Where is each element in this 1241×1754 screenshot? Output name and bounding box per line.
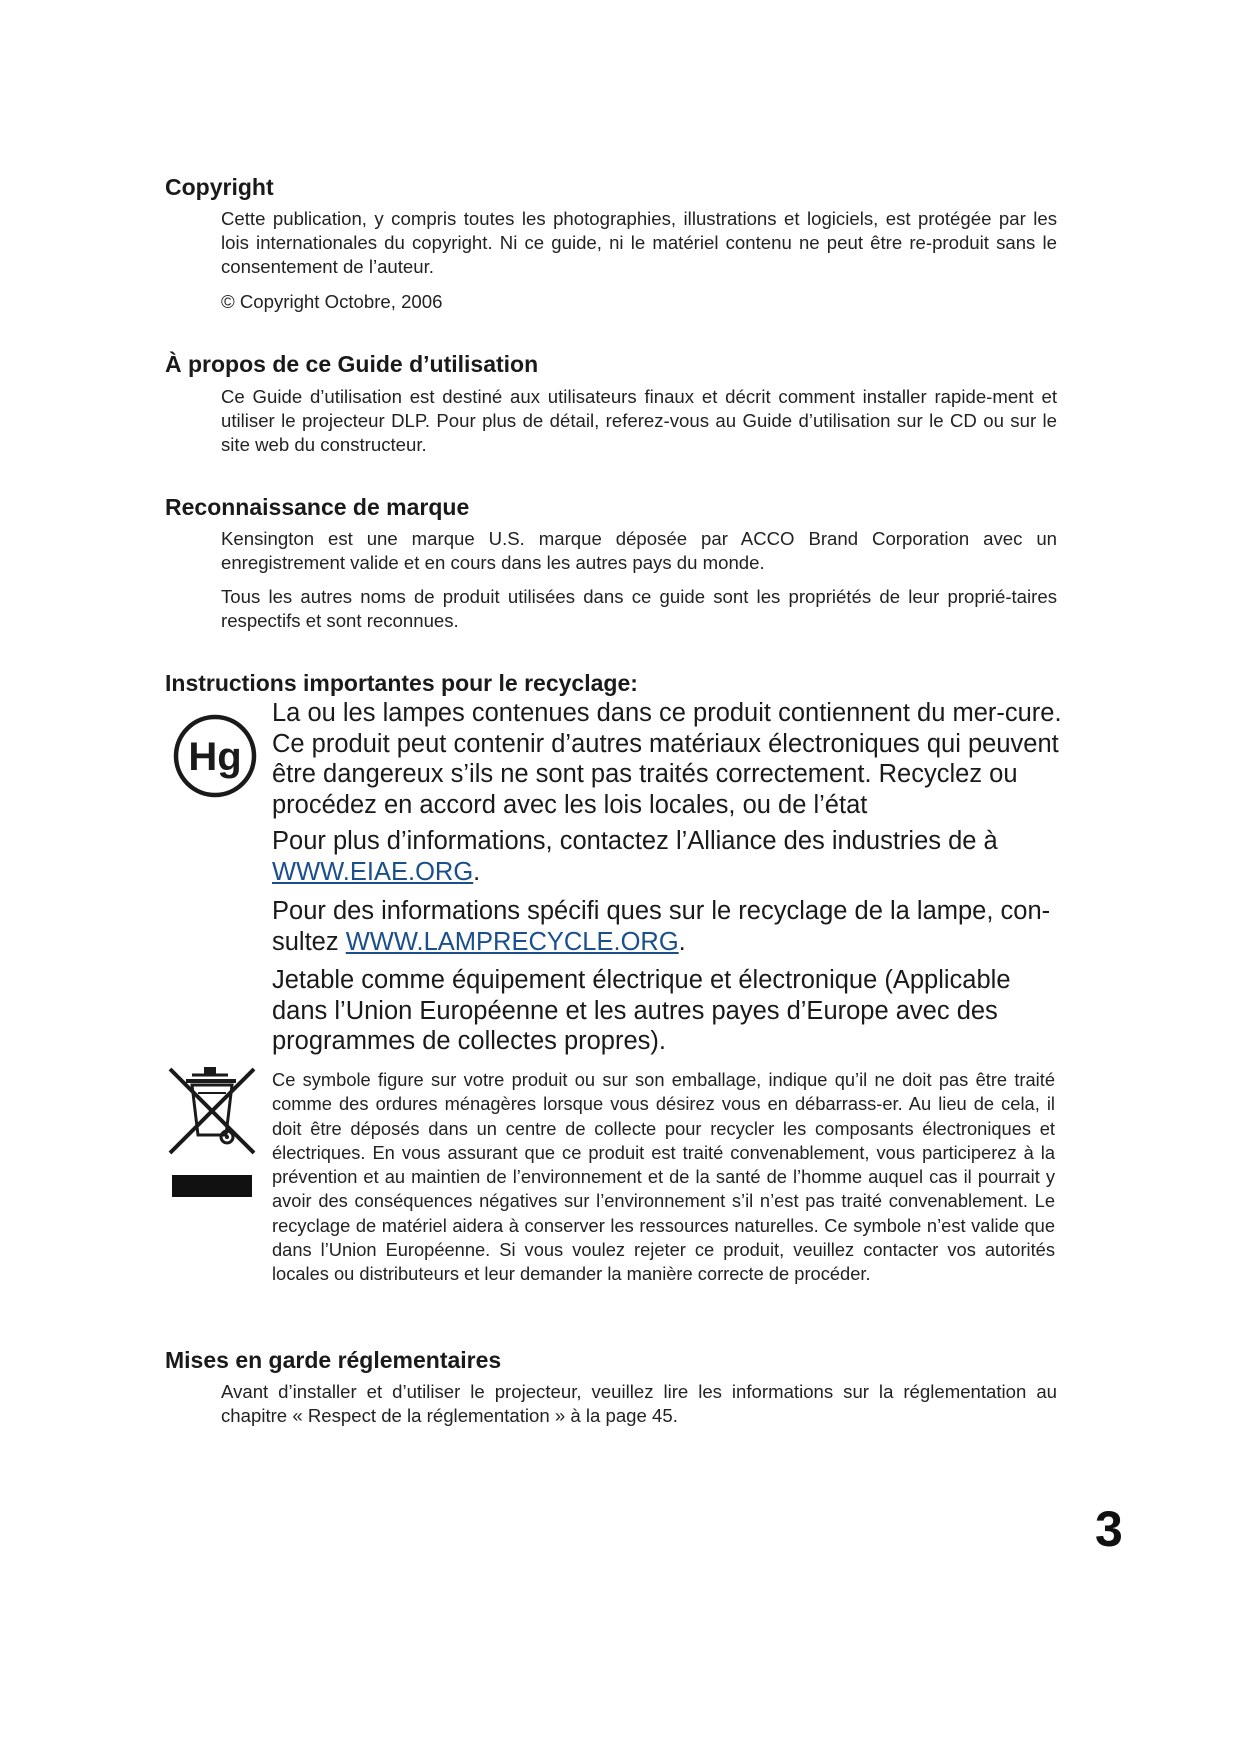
trademark-text-2: Tous les autres noms de produit utilisées dans ce guide sont les propriétés de leur proprié-taires respectifs et sont reconnues.: [221, 586, 1057, 631]
lamp-paragraph: [272, 896, 1062, 957]
regulatory-heading: Mises en garde réglementaires: [165, 1347, 502, 1373]
trademark-heading: Reconnaissance de marque: [165, 494, 470, 520]
lamp-suffix: .: [678, 927, 686, 956]
about-text: Ce Guide d’utilisation est destiné aux utilisateurs finaux et décrit comment installer rapide-ment et utiliser le projecteur DLP. Pour plus de détail, referez-vous au Guide d’utilisation sur le CD ou sur le site web du constructeur.: [221, 386, 1057, 455]
recycling-heading: Instructions importantes pour le recyclage:: [165, 670, 638, 696]
weee-text: Ce symbole figure sur votre produit ou sur son emballage, indique qu’il ne doit pas être traité comme des ordures ménagères lorsque vous désirez vous en débarrass-er. Au lieu de cela, il doit être déposés dans un centre de collecte pour recycler les composants électroniques et électriques. En vous assurant que ce produit est traité convenablement, vous participerez à la prévention et au maintien de l’environnement et de la santé de l’homme auquel cas il pourrait y avoir des conséquences négatives sur l’environnement s’il n’est pas traité convenablement. Le recyclage de matériel aidera à conserver les ressources naturelles. Ce symbole n’est valide que dans l’Union Européenne. Si vous voulez rejeter ce produit, veuillez contacter vos autorités locales ou distributeurs et leur demander la manière correcte de procéder.: [272, 1069, 1055, 1285]
lamprecycle-link[interactable]: WWW.LAMPRECYCLE.ORG: [345, 927, 679, 956]
copyright-heading: Copyright: [165, 174, 274, 200]
lamp-prefix: Pour des informations spécifi ques sur le recyclage de la lampe, con-sultez: [272, 897, 1051, 956]
copyright-text: Cette publication, y compris toutes les photographies, illustrations et logiciels, est protégée par les lois internationales du copyright. Ni ce guide, ni le matériel contenu ne peut être re-produit sans le consentement de l’auteur.: [221, 208, 1057, 277]
mercury-hg-icon: [172, 713, 258, 799]
about-heading: À propos de ce Guide d’utilisation: [165, 351, 539, 377]
copyright-date: © Copyright Octobre, 2006: [221, 291, 443, 312]
page-number: 3: [1095, 1501, 1123, 1557]
hg-label: Hg: [188, 735, 242, 779]
info-suffix: .: [473, 857, 481, 886]
info-prefix: Pour plus d’informations, contactez l’Alliance des industries de à: [272, 827, 998, 855]
regulatory-text: Avant d’installer et d’utiliser le projecteur, veuillez lire les informations sur la réglementation au chapitre « Respect de la réglementation » à la page 45.: [221, 1381, 1057, 1426]
mercury-text: La ou les lampes contenues dans ce produit contiennent du mer-cure. Ce produit peut contenir d’autres matériaux électroniques qui peuvent être dangereux s’ils ne sont pas traités correctement. Recyclez ou procédez en accord avec les lois locales, ou de l’état: [272, 699, 1062, 819]
weee-intro: Jetable comme équipement électrique et électronique (Applicable dans l’Union Européenne et les autres payes d’Europe avec des programmes de collectes propres).: [272, 966, 1011, 1055]
trademark-text-1: Kensington est une marque U.S. marque déposée par ACCO Brand Corporation avec un enregistrement valide et en cours dans les autres pays du monde.: [221, 528, 1057, 573]
weee-bin-icon: [164, 1063, 260, 1203]
eiae-link[interactable]: WWW.EIAE.ORG: [272, 857, 474, 886]
info-paragraph: [272, 826, 1062, 887]
